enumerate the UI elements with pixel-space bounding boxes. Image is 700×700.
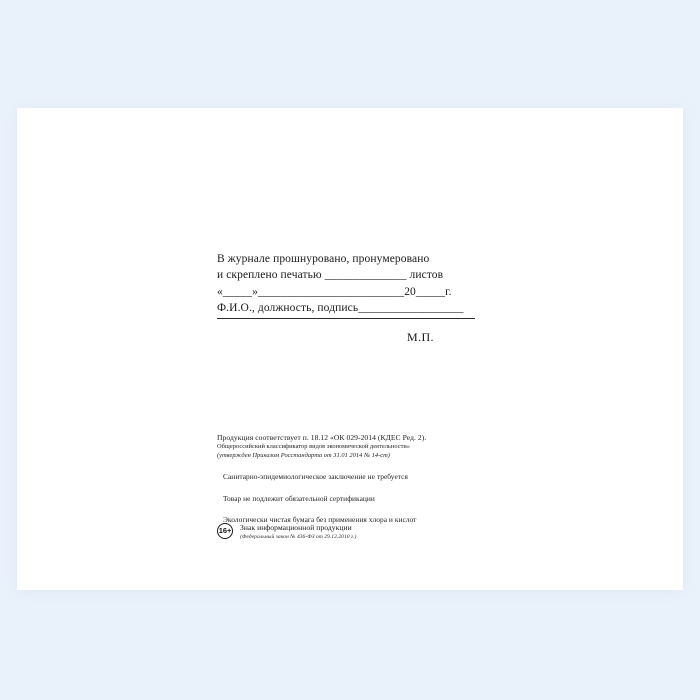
binding-line-4: Ф.И.О., должность, подпись__________________ xyxy=(217,301,464,314)
binding-line-3: «_____»_________________________20_____г. xyxy=(217,285,452,298)
binding-line-1: В журнале прошнуровано, пронумеровано xyxy=(217,253,430,265)
note-eco-paper: Экологически чистая бумага без применения хлора и кислот xyxy=(223,514,417,524)
note-sanitary: Санитарно-эпидемиологическое заключение не требуется xyxy=(223,472,408,482)
cert-line-1: Продукция соответствует п. 18.12 «ОК 029-2014 (КДЕС Ред. 2). xyxy=(217,433,427,442)
note-certification: Товар не подлежит обязательной сертификации xyxy=(223,493,375,503)
signature-rule xyxy=(217,318,475,319)
age-badge-icon: 16+ xyxy=(217,523,233,539)
fineprint-spacer xyxy=(217,461,517,472)
page-content xyxy=(17,108,683,590)
cert-line-2: Общероссийский классификатор видов экономической деятельности» xyxy=(217,443,411,451)
age-mark-text xyxy=(240,522,356,541)
cert-line-3: (утвержден Приказом Росстандарта от 31.01 2014 № 14-ст) xyxy=(217,452,390,460)
document-page xyxy=(17,108,683,590)
age-mark-title: Знак информационной продукции xyxy=(240,523,352,532)
age-rating-mark xyxy=(217,522,356,541)
binding-statement-block xyxy=(217,251,507,319)
stamp-place-label: М.П. xyxy=(407,330,434,344)
fineprint-block xyxy=(217,433,517,525)
binding-line-2: и скреплено печатью ______________ листов xyxy=(217,269,444,282)
age-mark-subtitle: (Федеральный закон № 436-ФЗ от 29.12.2010 г.) xyxy=(240,533,357,540)
